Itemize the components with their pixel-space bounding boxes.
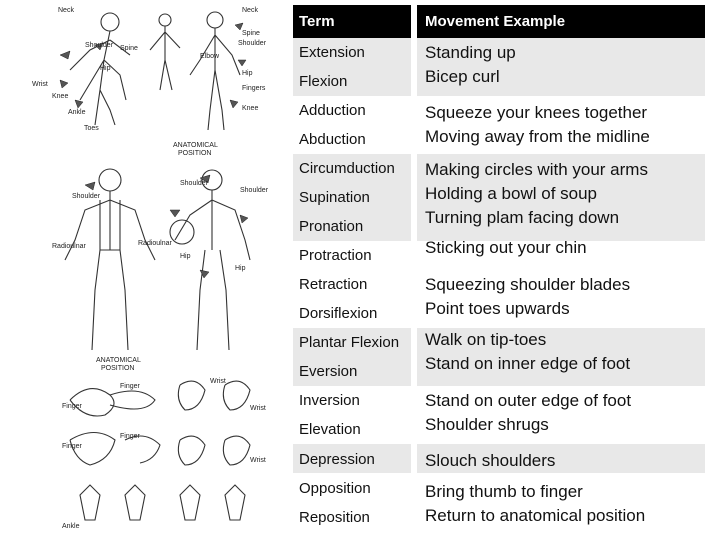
term-cell: Pronation <box>299 218 364 235</box>
anatomical-position-title-4: POSITION <box>101 365 135 372</box>
label-shoulder-4: Shoulder <box>180 180 209 187</box>
term-cell: Circumduction <box>299 160 395 177</box>
label-spine-2: Spine <box>242 30 260 37</box>
term-cell: Flexion <box>299 73 348 90</box>
term-cell: Inversion <box>299 392 360 409</box>
example-cell: Bicep curl <box>425 67 500 86</box>
term-cell: Opposition <box>299 480 371 497</box>
example-cell: Moving away from the midline <box>425 127 650 146</box>
term-cell: Supination <box>299 189 370 206</box>
label-hip-1: Hip <box>100 65 111 72</box>
figure-group-bottom <box>62 378 266 530</box>
example-cell: Point toes upwards <box>425 299 570 318</box>
anatomical-position-title-1: ANATOMICAL <box>173 142 218 149</box>
label-radioulnar-2: Radioulnar <box>138 240 172 247</box>
label-fingers-2: Fingers <box>242 85 266 92</box>
label-wrist-2: Wrist <box>250 405 266 412</box>
label-wrist-1: Wrist <box>32 81 48 88</box>
term-cell: Abduction <box>299 131 366 148</box>
label-ankle-1: Ankle <box>68 109 86 116</box>
label-shoulder-5: Shoulder <box>240 187 269 194</box>
example-cell: Making circles with your arms <box>425 160 648 179</box>
label-neck-1: Neck <box>58 7 74 14</box>
label-spine-1: Spine <box>120 45 138 52</box>
label-finger-3: Finger <box>62 443 82 450</box>
term-cell: Protraction <box>299 247 372 264</box>
label-ankle-2: Ankle <box>62 523 80 530</box>
label-finger-1: Finger <box>62 403 82 410</box>
movement-figures-drawing <box>0 0 290 540</box>
header-term: Term <box>293 5 411 38</box>
example-cell: Squeeze your knees together <box>425 103 648 122</box>
term-cell: Dorsiflexion <box>299 305 378 322</box>
label-shoulder-1: Shoulder <box>85 42 114 49</box>
example-cell: Bring thumb to finger <box>425 482 583 501</box>
label-finger-2: Finger <box>120 383 140 390</box>
example-cell: Return to anatomical position <box>425 506 646 525</box>
term-cell: Extension <box>299 44 365 61</box>
label-hip-3: Hip <box>180 253 191 260</box>
anatomical-position-title-2: POSITION <box>178 150 212 157</box>
term-cell: Plantar Flexion <box>299 334 400 351</box>
example-cell: Holding a bowl of soup <box>425 184 598 203</box>
label-hip-4: Hip <box>235 265 246 272</box>
example-cell: Turning plam facing down <box>425 208 620 227</box>
term-cell: Elevation <box>299 421 361 438</box>
label-knee-1: Knee <box>52 93 69 100</box>
label-knee-2: Knee <box>242 105 259 112</box>
label-neck-2: Neck <box>242 7 258 14</box>
figure-group-middle <box>52 169 269 372</box>
label-elbow-2: Elbow <box>200 53 220 60</box>
label-finger-4: Finger <box>120 433 140 440</box>
anatomical-position-title-3: ANATOMICAL <box>96 357 141 364</box>
label-wrist-3: Wrist <box>250 457 266 464</box>
figure-group-top <box>32 7 267 157</box>
header-movement-example: Movement Example <box>417 5 705 38</box>
label-hip-2: Hip <box>242 70 253 77</box>
label-shoulder-3: Shoulder <box>72 193 101 200</box>
example-cell: Stand on inner edge of foot <box>425 354 631 373</box>
label-radioulnar-1: Radioulnar <box>52 243 86 250</box>
example-cell: Walk on tip-toes <box>425 330 547 349</box>
label-toes-1: Toes <box>84 125 99 132</box>
example-cell: Slouch shoulders <box>425 451 556 470</box>
example-cell: Standing up <box>425 43 516 62</box>
term-cell: Retraction <box>299 276 368 293</box>
term-cell: Reposition <box>299 509 370 526</box>
example-cell: Shoulder shrugs <box>425 415 549 434</box>
term-cell: Depression <box>299 451 375 468</box>
example-cell: Squeezing shoulder blades <box>425 275 631 294</box>
example-cell: Stand on outer edge of foot <box>425 391 632 410</box>
label-wrist-1: Wrist <box>210 378 226 385</box>
anatomical-movements-illustration <box>0 0 290 540</box>
term-cell: Eversion <box>299 363 358 380</box>
term-cell: Adduction <box>299 102 366 119</box>
example-cell: Sticking out your chin <box>425 238 587 257</box>
label-shoulder-2: Shoulder <box>238 40 267 47</box>
